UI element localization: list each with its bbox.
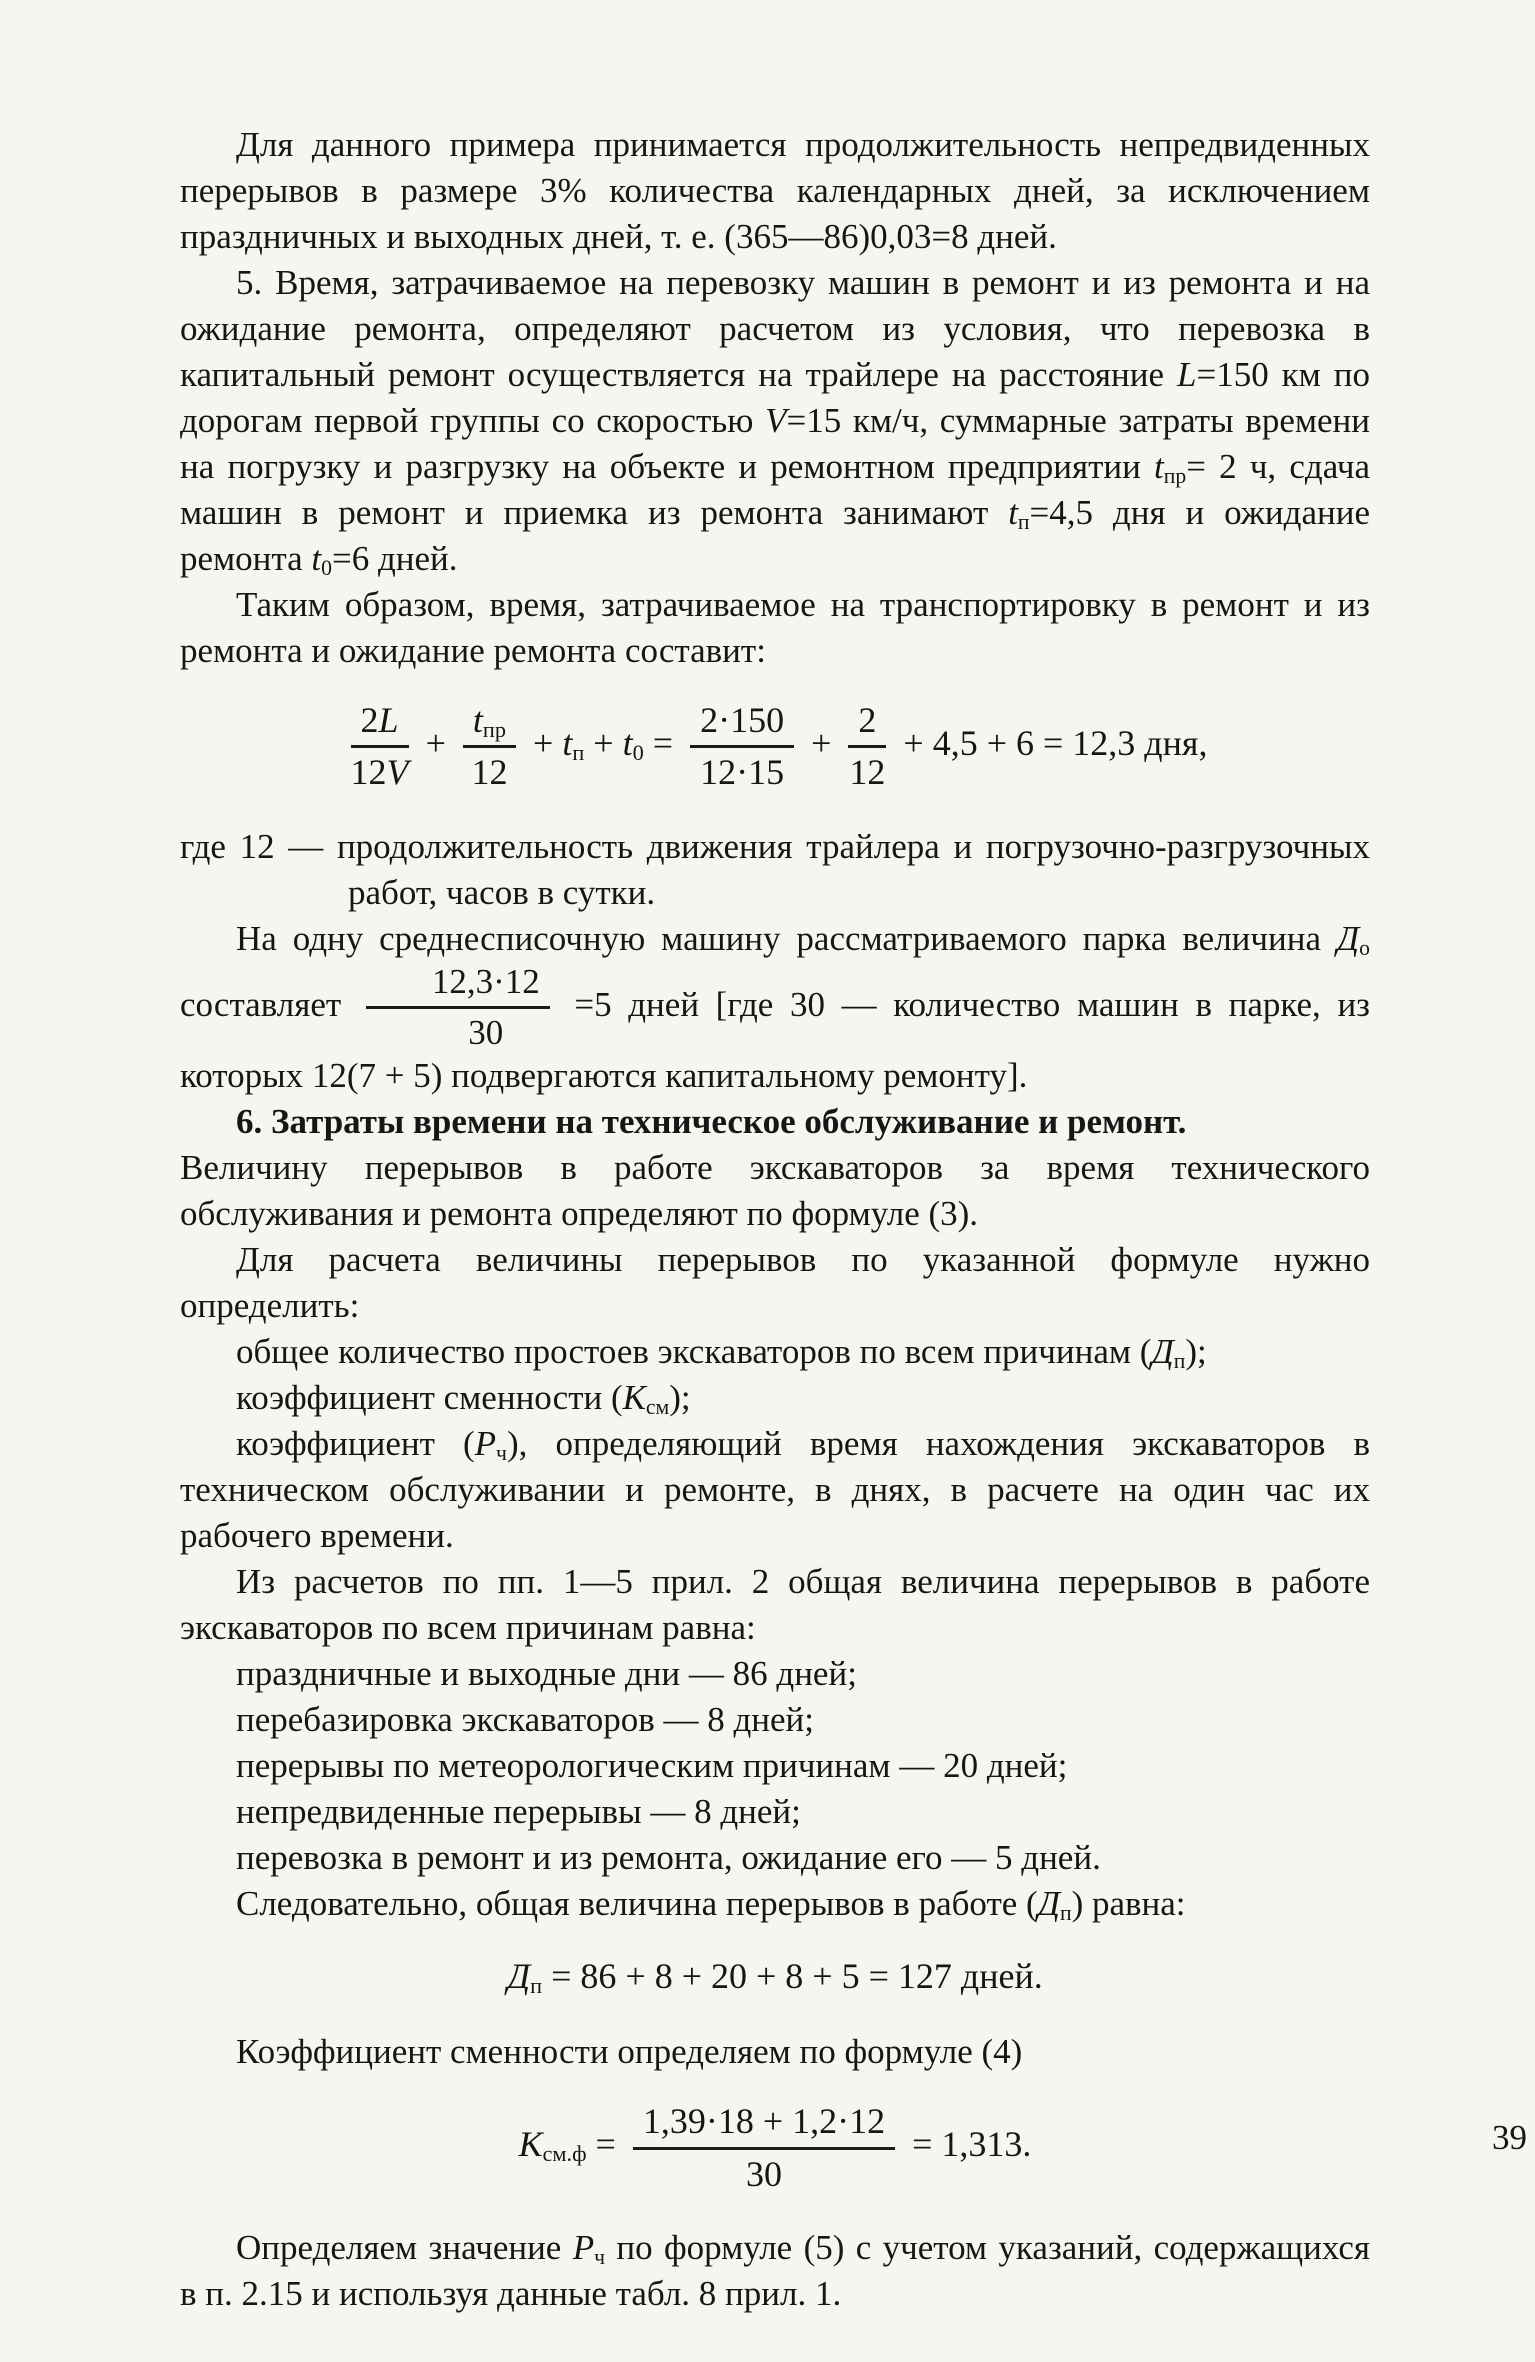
paragraph-average-machine-value: На одну среднесписочную машину рассматриваемого парка величина $Д_о$ составляет $\frac{12,3\cdot 12}{30}$ =5 дней [где 30 — количество машин в парке, из которых 12(7 + 5) подвергаются капитальному ремонту]. (180, 918, 1370, 1096)
list-item-holidays-weekends: праздничные и выходные дни — 86 дней; (236, 1654, 857, 1694)
heading-section-6: 6. Затраты времени на техническое обслуживание и ремонт. (236, 1102, 1187, 1142)
list-item-relocation: перебазировка экскаваторов — 8 дней; (236, 1700, 815, 1740)
formula-total-interruptions: $Д_п = 86 + 8 + 20 + 8 + 5 = 127$ дней. (507, 1956, 1043, 1999)
paragraph-where-12-note: где 12 — продолжительность движения трайлера и погрузочно-разгрузочных работ, часов в сутки. (180, 826, 1370, 912)
fraction: $\frac{12,3\cdot 12}{30}$ (366, 962, 550, 1054)
paragraph-thus-transport-intro: Таким образом, время, затрачиваемое на транспортировку в ремонт и из ремонта и ожидание ремонта составит: (180, 585, 1370, 670)
fraction: $\frac{1,39\cdot 18 + 1,2\cdot 12}{30}$ (633, 2101, 895, 2195)
list-item-coefficient-pch: коэффициент $(Р_ч)$, определяющий время нахождения экскаваторов в техническом обслуживании и ремонте, в днях, в расчете на один час их рабочего времени. (180, 1424, 1370, 1556)
paragraph-shift-coefficient-formula-4: Коэффициент сменности определяем по формуле (4) (236, 2032, 1023, 2072)
fraction: $\frac{2\cdot 150}{12\cdot 15}$ (690, 700, 794, 794)
paragraph-unforeseen-interruptions: Для данного примера принимается продолжительность непредвиденных перерывов в размере 3% количества календарных дней, за исключением праздничных и выходных дней, т. е. (365—86)0,03=8 дней. (180, 125, 1370, 256)
paragraph-transport-conditions: 5. Время, затрачиваемое на перевозку машин в ремонт и из ремонта и на ожидание ремонта, определяют расчетом из условия, что перевозка в капитальный ремонт осуществляется на трайлере на расстояние L=150 км по дорогам первой группы со скоростью V=15 км/ч, суммарные затраты времени на погрузку и разгрузку на объекте и ремонтном предприятии $t_{пр}= 2$ ч, сдача машин в ремонт и приемка из ремонта занимают $t_п=4,5$ дня и ожидание ремонта $t_0=6$ дней. (180, 263, 1370, 580)
list-item-repair-transport: перевозка в ремонт и из ремонта, ожидание его — 5 дней. (236, 1838, 1101, 1878)
fraction: $\frac{2L}{12V}$ (350, 700, 409, 793)
list-item-shift-coefficient: коэффициент сменности $(К_{см})$; (236, 1378, 691, 1420)
page-number: 39 (1492, 2118, 1527, 2157)
list-item-total-downtime: общее количество простоев экскаваторов по всем причинам $(Д_п)$; (236, 1332, 1207, 1374)
paragraph-interruptions-by-formula-3: Величину перерывов в работе экскаваторов за время технического обслуживания и ремонта определяют по формуле (3). (180, 1148, 1370, 1234)
formula-shift-coefficient: $К_{см.ф}$ = $\frac{1,39\cdot 18 + 1,2\cdot 12}{30}$ = 1,313. (518, 2101, 1032, 2194)
paragraph-calculations-pp-1-5: Из расчетов по пп. 1—5 прил. 2 общая величина перерывов в работе экскаваторов по всем причинам равна: (180, 1562, 1370, 1648)
paragraph-need-to-determine: Для расчета величины перерывов по указанной формуле нужно определить: (180, 1240, 1370, 1326)
fraction: $\frac{2}{12}$ (849, 700, 886, 793)
paragraph-determine-pch: Определяем значение $Р_ч$ по формуле (5) с учетом указаний, содержащихся в п. 2.15 и используя данные табл. 8 прил. 1. (180, 2228, 1370, 2314)
paragraph-consequently: Следовательно, общая величина перерывов в работе $(Д_п)$ равна: (236, 1884, 1186, 1926)
formula-transport-time: $\frac{2L}{12V}$ + $\frac{t_{пр}}{12}$ + $t_п + t_0$ = $\frac{2\cdot 150}{12\cdot 15}$ + $\frac{2}{12}$ + 4,5 + 6 = 12,3 дня, (350, 700, 1208, 793)
list-item-weather-breaks: перерывы по метеорологическим причинам — 20 дней; (236, 1746, 1068, 1786)
fraction: $\frac{t_{пр}}{12}$ (463, 700, 516, 794)
text-block (180, 122, 1370, 2317)
list-item-unforeseen-breaks: непредвиденные перерывы — 8 дней; (236, 1792, 801, 1832)
